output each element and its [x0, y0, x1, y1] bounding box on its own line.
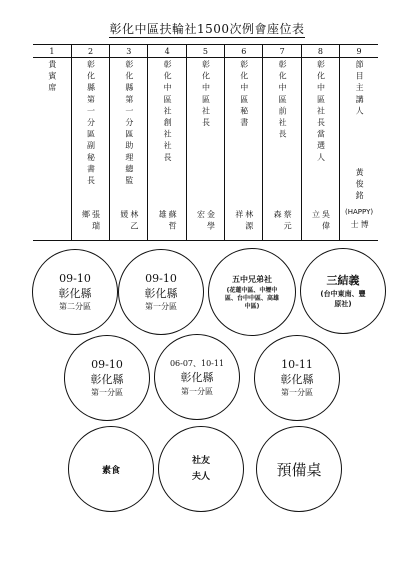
seat-cell	[263, 58, 301, 241]
table-district: 第一分區	[181, 386, 213, 396]
table-title: 社友	[191, 456, 210, 466]
table-circle	[64, 335, 150, 421]
seat-cell	[186, 58, 224, 241]
seat-role: 彰化中區秘書	[239, 60, 249, 130]
table-circle	[300, 248, 386, 334]
table-title: 三結義	[326, 274, 360, 287]
seat-name: 金學宏	[196, 210, 216, 234]
table-region: 彰化縣	[58, 287, 92, 300]
seat-number: 5	[186, 45, 224, 58]
table-circle	[32, 249, 118, 335]
table-title: 五中兄弟社	[232, 275, 272, 284]
seat-number: 2	[71, 45, 109, 58]
table-region: 彰化縣	[280, 373, 314, 386]
seat-number: 8	[301, 45, 339, 58]
table-clubs: (花蓮中區、中壢中區、台中中區、高雄中區)	[224, 287, 279, 310]
seat-name: 林源祥	[234, 210, 254, 234]
seat-cell	[33, 58, 71, 241]
seat-role: 彰化縣第一分區副秘書長	[86, 60, 96, 188]
table-region: 彰化縣	[90, 373, 124, 386]
table-year: 10-11	[281, 358, 313, 371]
table-circle	[254, 335, 340, 421]
table-district: 第一分區	[145, 302, 177, 311]
seat-name: 蘇哲雄	[158, 210, 178, 234]
seat-role: 彰化縣第一分區助理總監	[124, 60, 134, 188]
table-title: 夫人	[191, 472, 210, 482]
seat-name: 張瑞鄉	[81, 210, 101, 234]
seat-number: 7	[263, 45, 301, 58]
seat-name: 黃俊銘	[355, 168, 365, 203]
seat-role: 彰化中區社長	[201, 60, 211, 130]
seat-number: 6	[225, 45, 263, 58]
seat-name: 林乙媛	[119, 210, 139, 234]
table-district: 第一分區	[91, 388, 123, 397]
seat-role: 節目主講人	[355, 60, 365, 118]
seat-role: 貴賓席	[47, 60, 57, 95]
table-title: 素食	[101, 465, 120, 476]
seat-role: 彰化中區社長當選人	[316, 60, 326, 165]
seat-note: (HAPPY)	[345, 208, 374, 216]
seat-name: 蔡元森	[273, 210, 293, 234]
table-circle	[118, 249, 204, 335]
table-circle	[256, 426, 342, 512]
seat-cell	[71, 58, 109, 241]
table-region: 彰化縣	[180, 370, 214, 384]
seat-cell	[301, 58, 339, 241]
seat-detail-row	[33, 58, 378, 241]
seat-number: 4	[148, 45, 186, 58]
seat-number-row	[33, 45, 378, 58]
seat-number: 9	[340, 45, 378, 58]
table-circle	[154, 334, 240, 420]
table-district: 第一分區	[281, 388, 313, 397]
seat-cell	[110, 58, 148, 241]
table-year: 06-07、10-11	[169, 358, 225, 368]
table-region: 彰化縣	[144, 287, 178, 300]
table-year: 09-10	[59, 272, 91, 285]
table-year: 09-10	[145, 272, 177, 285]
seat-role: 彰化中區社創社社長	[163, 60, 173, 165]
seat-number: 3	[110, 45, 148, 58]
seat-cell	[340, 58, 378, 241]
table-year: 09-10	[91, 358, 123, 371]
seat-cell	[148, 58, 186, 241]
table-clubs: (台中東南、豐原社)	[320, 290, 366, 308]
seat-suffix: 博士	[350, 220, 370, 232]
table-circle	[68, 426, 154, 512]
table-circle	[208, 248, 296, 336]
head-table-seating	[33, 44, 378, 241]
table-district: 第二分區	[59, 302, 91, 311]
seat-number: 1	[33, 45, 71, 58]
seat-name: 吳偉立	[311, 210, 331, 234]
seat-role: 彰化中區前社長	[278, 60, 288, 142]
table-title: 預備桌	[276, 460, 322, 479]
table-circle	[158, 426, 244, 512]
page-title: 彰化中區扶輪社1500次例會座位表	[109, 22, 305, 36]
seat-cell	[225, 58, 263, 241]
